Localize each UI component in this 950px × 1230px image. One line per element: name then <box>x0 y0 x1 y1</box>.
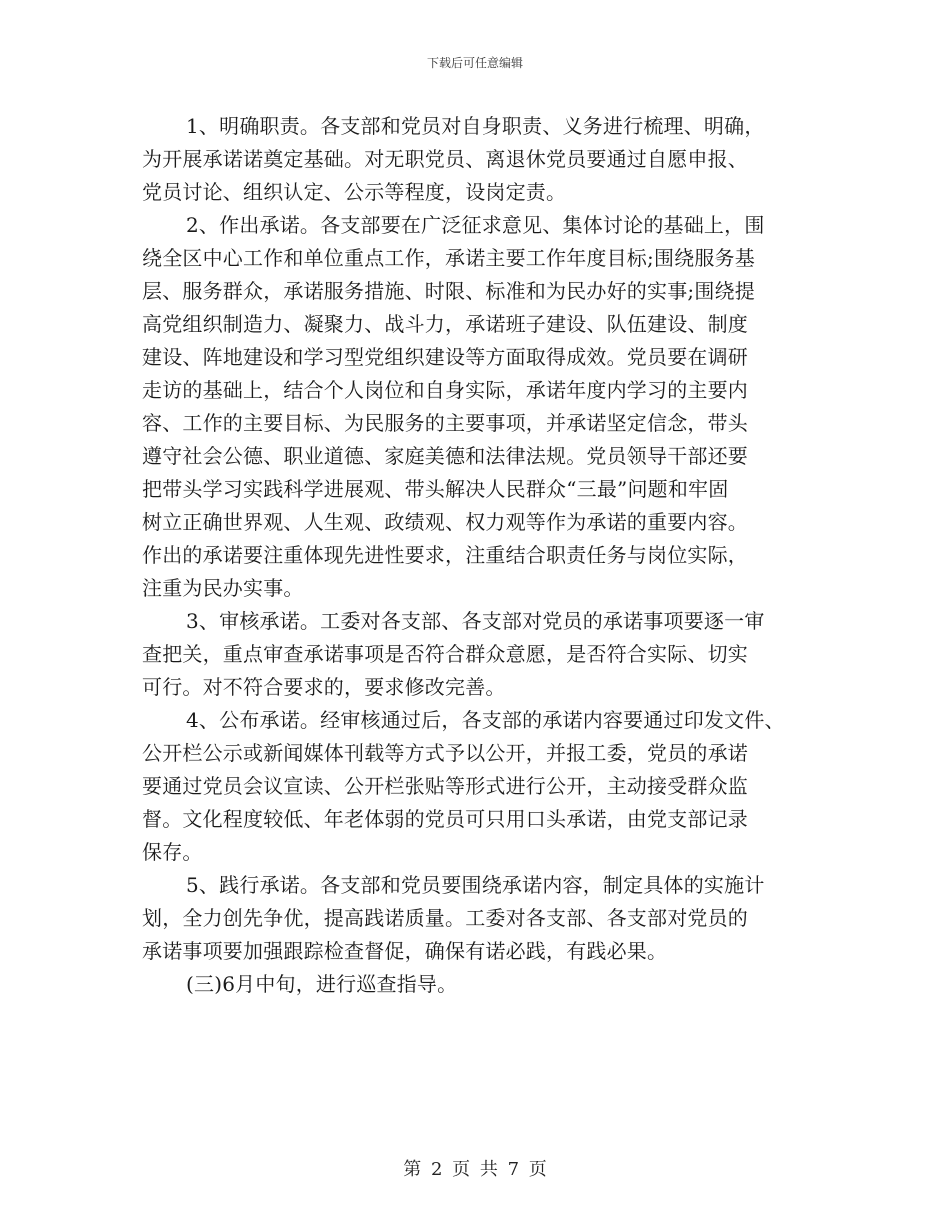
body-line: 2、作出承诺。各支部要在广泛征求意见、集体讨论的基础上，围 <box>186 213 765 237</box>
body-line: 5、践行承诺。各支部和党员要围绕承诺内容，制定具体的实施计 <box>186 873 765 897</box>
body-line: 层、服务群众，承诺服务措施、时限、标准和为民办好的实事;围绕提 <box>142 279 755 303</box>
body-line: 承诺事项要加强跟踪检查督促，确保有诺必践，有践必果。 <box>142 939 668 963</box>
body-line: 划，全力创先争优，提高践诺质量。工委对各支部、各支部对党员的 <box>142 906 748 930</box>
body-line: (三)6月中旬，进行巡查指导。 <box>186 972 458 996</box>
body-line: 容、工作的主要目标、为民服务的主要事项，并承诺坚定信念，带头 <box>142 411 748 435</box>
body-line: 树立正确世界观、人生观、政绩观、权力观等作为承诺的重要内容。 <box>142 510 748 534</box>
body-line: 3、审核承诺。工委对各支部、各支部对党员的承诺事项要逐一审 <box>186 609 765 633</box>
body-line: 保存。 <box>142 840 203 864</box>
body-line: 督。文化程度较低、年老体弱的党员可只用口头承诺，由党支部记录 <box>142 807 748 831</box>
body-line: 4、公布承诺。经审核通过后，各支部的承诺内容要通过印发文件、 <box>186 708 785 732</box>
body-line: 1、明确职责。各支部和党员对自身职责、义务进行梳理、明确， <box>186 114 765 138</box>
body-line: 注重为民办实事。 <box>142 576 304 600</box>
page-number: 第 2 页 共 7 页 <box>403 1159 547 1180</box>
body-line: 查把关，重点审查承诺事项是否符合群众意愿，是否符合实际、切实 <box>142 642 748 666</box>
body-line: 建设、阵地建设和学习型党组织建设等方面取得成效。党员要在调研 <box>142 345 748 369</box>
body-line: 把带头学习实践科学进展观、带头解决人民群众“三最”问题和牢固 <box>142 477 729 501</box>
body-line: 高党组织制造力、凝聚力、战斗力，承诺班子建设、队伍建设、制度 <box>142 312 748 336</box>
document-body <box>142 110 812 1001</box>
body-line: 可行。对不符合要求的，要求修改完善。 <box>142 675 506 699</box>
body-line: 绕全区中心工作和单位重点工作，承诺主要工作年度目标;围绕服务基 <box>142 246 755 270</box>
body-line: 为开展承诺诺奠定基础。对无职党员、离退休党员要通过自愿申报、 <box>142 147 748 171</box>
page-header: 下载后可任意编辑 <box>426 56 523 70</box>
body-line: 要通过党员会议宣读、公开栏张贴等形式进行公开，主动接受群众监 <box>142 774 748 798</box>
body-line: 公开栏公示或新闻媒体刊载等方式予以公开，并报工委，党员的承诺 <box>142 741 748 765</box>
body-line: 遵守社会公德、职业道德、家庭美德和法律法规。党员领导干部还要 <box>142 444 748 468</box>
body-line: 党员讨论、组织认定、公示等程度，设岗定责。 <box>142 180 567 204</box>
body-line: 走访的基础上，结合个人岗位和自身实际，承诺年度内学习的主要内 <box>142 378 748 402</box>
body-line: 作出的承诺要注重体现先进性要求，注重结合职责任务与岗位实际， <box>142 543 748 567</box>
